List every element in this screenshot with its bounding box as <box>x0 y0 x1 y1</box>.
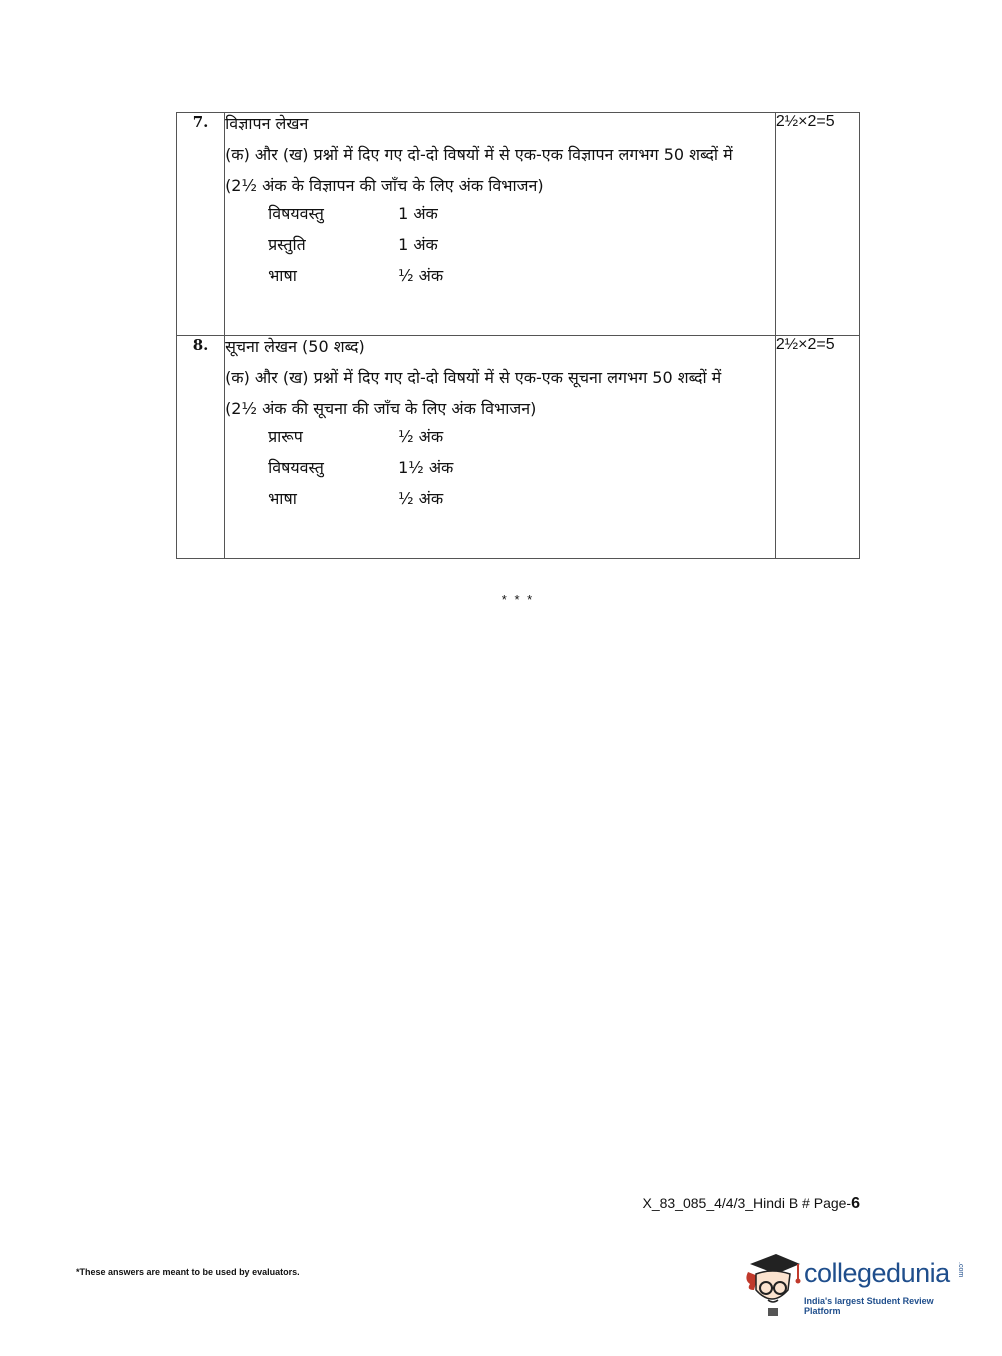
scheme-item-marks: 1 अंक <box>398 203 438 223</box>
question-instruction: (क) और (ख) प्रश्नों में दिए गए दो-दो विषयों में से एक-एक सूचना लगभग 50 शब्दों में <box>225 368 722 387</box>
end-of-section-marker: * * * <box>501 592 535 607</box>
question-marks: 2½×2=5 <box>775 336 859 559</box>
question-instruction: (क) और (ख) प्रश्नों में दिए गए दो-दो विषयों में से एक-एक विज्ञापन लगभग 50 शब्दों में <box>225 145 733 164</box>
scheme-item-name: विषयवस्तु <box>268 457 324 477</box>
logo-tagline: India's largest Student Review Platform <box>804 1296 934 1316</box>
page-reference-code: X_83_085_4/4/3_Hindi B # Page- <box>642 1195 852 1211</box>
scheme-item-marks: 1½ अंक <box>398 457 454 477</box>
question-body <box>225 336 776 559</box>
scheme-item-marks: ½ अंक <box>398 426 444 446</box>
question-number: 8. <box>177 336 225 559</box>
question-row <box>177 113 860 336</box>
question-title: सूचना लेखन (50 शब्द) <box>225 337 365 356</box>
scheme-item-marks: ½ अंक <box>398 265 444 285</box>
question-title: विज्ञापन लेखन <box>225 114 309 133</box>
logo-domain-suffix: .com <box>957 1262 964 1278</box>
scheme-item-name: प्रस्तुति <box>268 234 306 254</box>
scheme-item <box>225 482 775 513</box>
scheme-item <box>225 228 775 259</box>
marking-scheme-heading: (2½ अंक की सूचना की जाँच के लिए अंक विभाजन) <box>225 399 537 418</box>
question-body <box>225 113 776 336</box>
mascot-graduation-cap-icon <box>742 1250 804 1316</box>
scheme-item-marks: 1 अंक <box>398 234 438 254</box>
page-reference <box>642 1195 860 1213</box>
scheme-item <box>225 197 775 228</box>
page-number: 6 <box>851 1195 860 1212</box>
logo-wordmark: collegedunia <box>804 1258 950 1288</box>
scheme-item-name: भाषा <box>268 265 297 285</box>
marking-scheme-table <box>176 112 860 559</box>
question-number: 7. <box>177 113 225 336</box>
scheme-item <box>225 259 775 290</box>
collegedunia-logo[interactable] <box>742 1250 972 1316</box>
scheme-item-name: प्रारूप <box>268 426 303 446</box>
evaluator-note: *These answers are meant to be used by evaluators. <box>76 1267 300 1277</box>
question-row <box>177 336 860 559</box>
scheme-item <box>225 451 775 482</box>
scheme-item-name: विषयवस्तु <box>268 203 324 223</box>
scheme-item-marks: ½ अंक <box>398 488 444 508</box>
marking-scheme-heading: (2½ अंक के विज्ञापन की जाँच के लिए अंक विभाजन) <box>225 176 544 195</box>
scheme-item <box>225 420 775 451</box>
scheme-item-name: भाषा <box>268 488 297 508</box>
question-marks: 2½×2=5 <box>775 113 859 336</box>
